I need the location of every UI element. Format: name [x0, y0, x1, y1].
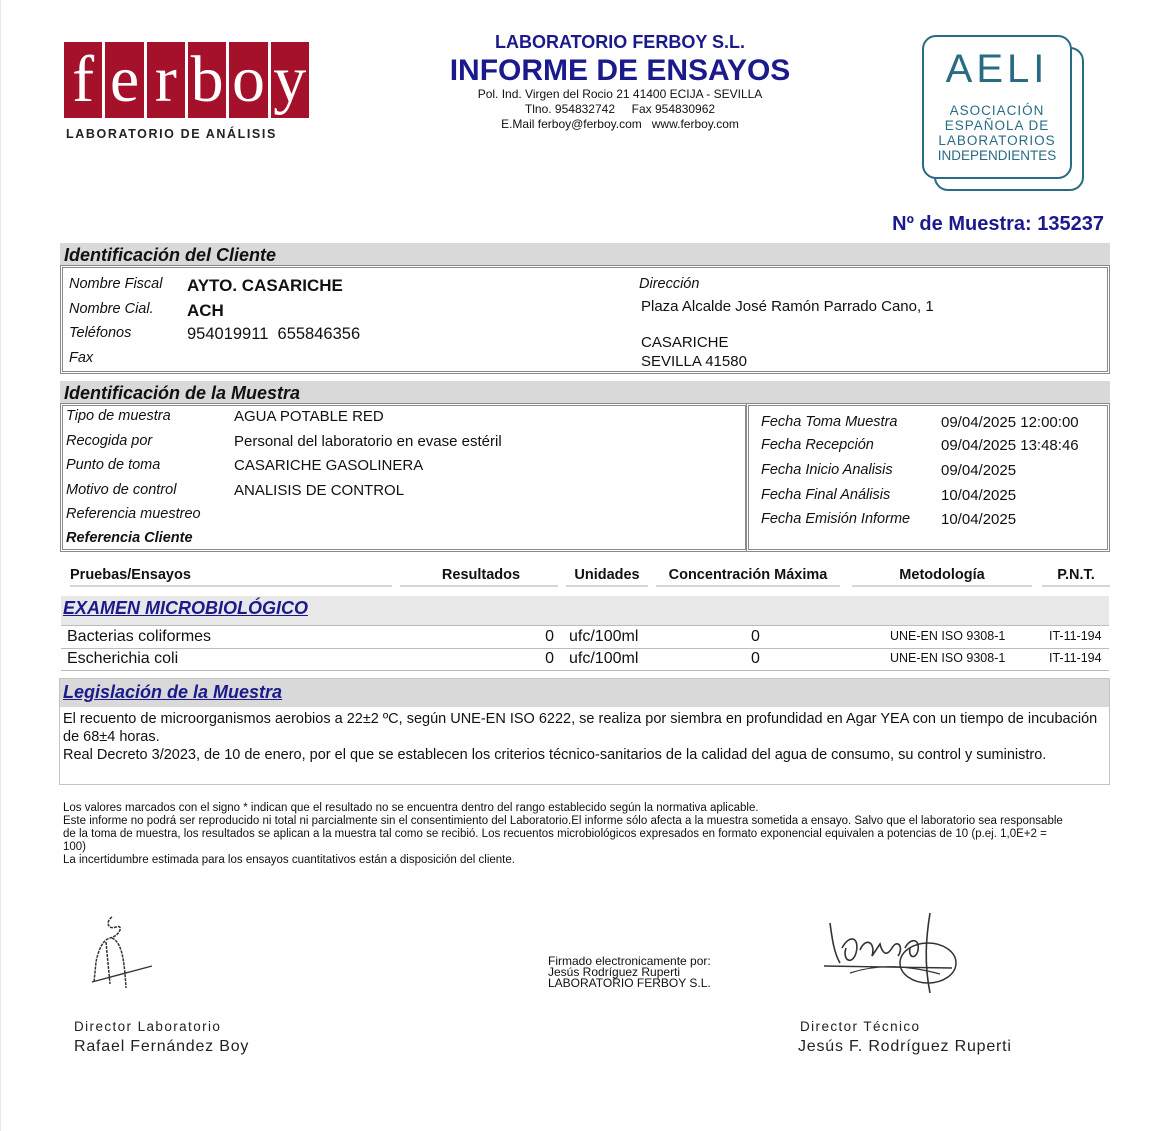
field-value-tipo-muestra: AGUA POTABLE RED: [234, 408, 384, 425]
field-value-nombre-cial: ACH: [187, 301, 224, 320]
legislation-title[interactable]: Legislación de la Muestra: [63, 682, 283, 702]
cell-result: 0: [545, 628, 554, 645]
date-value-recepcion: 09/04/2025 13:48:46: [941, 437, 1079, 454]
date-label: Fecha Emisión Informe: [761, 511, 911, 527]
cell-result: 0: [545, 650, 554, 667]
logo-letter: e: [105, 42, 143, 118]
lab-contact: E.Mail ferboy@ferboy.com www.ferboy.com: [501, 117, 739, 131]
field-label: Tipo de muestra: [66, 408, 171, 424]
cell-pnt: IT-11-194: [1049, 651, 1102, 665]
lab-name: LABORATORIO FERBOY S.L.: [494, 32, 745, 52]
aeli-acronym: AELI: [945, 47, 1049, 91]
date-value-toma: 09/04/2025 12:00:00: [941, 414, 1079, 431]
date-value-inicio: 09/04/2025: [941, 462, 1017, 479]
director-laboratorio-signature: [80, 912, 160, 997]
electronic-signature-line: Jesús Rodríguez Ruperti: [548, 965, 681, 979]
lab-phones: Tlno. 954832742 Fax 954830962: [524, 102, 716, 116]
cell-max: 0: [751, 628, 760, 645]
address-line: SEVILLA 41580: [641, 353, 747, 370]
logo-letter: b: [188, 42, 226, 118]
left-signatory-name: Rafael Fernández Boy: [74, 1038, 250, 1055]
date-value-final: 10/04/2025: [941, 487, 1017, 504]
footnote: La incertidumbre estimada para los ensayos cuantitativos están a disposición del cliente.: [63, 854, 515, 866]
field-label: Motivo de control: [66, 482, 177, 498]
right-signatory-name: Jesús F. Rodríguez Ruperti: [798, 1038, 1012, 1055]
sample-number: [892, 213, 1104, 236]
aeli-line: ESPAÑOLA DE: [944, 118, 1050, 133]
footnote: Los valores marcados con el signo * indican que el resultado no se encuentra dentro del rango establecido según la normativa aplicable.: [63, 802, 759, 814]
aeli-logo: [922, 35, 1082, 190]
director-tecnico-signature: [820, 908, 965, 1003]
logo-letter: r: [147, 42, 185, 118]
cell-test: Escherichia coli: [67, 650, 179, 667]
cell-method: UNE-EN ISO 9308-1: [890, 651, 1006, 665]
address-label: Dirección: [639, 276, 700, 292]
column-header-tests: Pruebas/Ensayos: [70, 567, 392, 587]
field-label: Teléfonos: [69, 325, 132, 341]
field-value-motivo-control: ANALISIS DE CONTROL: [234, 482, 405, 499]
cell-unit: ufc/100ml: [569, 628, 639, 645]
aeli-logo-card: [922, 35, 1072, 179]
cell-method: UNE-EN ISO 9308-1: [890, 629, 1006, 643]
field-label: Recogida por: [66, 433, 153, 449]
field-value-telefonos: 954019911 655846356: [187, 325, 361, 343]
date-value-emision: 10/04/2025: [941, 511, 1017, 528]
legislation-header: [60, 679, 1109, 707]
column-header-methodology: Metodología: [852, 567, 1032, 587]
column-header-max-concentration: Concentración Máxima: [656, 567, 840, 587]
sample-section-header: [60, 381, 1110, 403]
field-label: Punto de toma: [66, 457, 161, 473]
address-line: Plaza Alcalde José Ramón Parrado Cano, 1: [641, 298, 934, 315]
header-block: [420, 30, 820, 132]
legislation-box: [59, 678, 1110, 785]
aeli-line: INDEPENDIENTES: [937, 148, 1057, 163]
field-label: Referencia Cliente: [66, 530, 193, 546]
legislation-paragraph: El recuento de microorganismos aerobios a 22±2 ºC, según UNE-EN ISO 6222, se realiza por siembra en profundidad en Agar YEA con un tiempo de incubación de 68±4 horas.: [63, 711, 1098, 745]
left-signatory-role: Director Laboratorio: [74, 1019, 222, 1034]
aeli-line: LABORATORIOS: [938, 133, 1056, 148]
field-value-recogida-por: Personal del laboratorio en evase estéril: [234, 433, 502, 450]
legislation-paragraph: Real Decreto 3/2023, de 10 de enero, por el que se establecen los criterios técnico-sanitarios de la calidad del agua de consumo, su control y suministro.: [63, 747, 1047, 763]
column-header-results: Resultados: [400, 567, 558, 587]
ferboy-logo: [64, 42, 309, 118]
field-value-punto-toma: CASARICHE GASOLINERA: [234, 457, 424, 474]
electronic-signature-line: Firmado electronicamente por:: [548, 954, 711, 968]
footnote: Este informe no podrá ser reproducido ni total ni parcialmente sin el consentimiento del Laboratorio.El informe sólo afecta a la muestra sometida a ensayo. Salvo que el laboratorio sea responsable de la toma de muestra, los resultados se aplican a la muestra tal como se recibió. Los recuentos microbiológicos expresados en formato exponencial equivalen a potencias de 10 (p.ej. 1,0E+2 = 100): [63, 815, 1063, 853]
logo-letter: y: [271, 42, 309, 118]
cell-test: Bacterias coliformes: [67, 628, 212, 645]
results-group-header: [61, 596, 1109, 625]
group-title-microbiological[interactable]: EXAMEN MICROBIOLÓGICO: [63, 598, 309, 618]
field-label: Fax: [69, 350, 94, 366]
logo-letter: o: [229, 42, 267, 118]
electronic-signature-note: [548, 956, 711, 989]
field-label: Nombre Fiscal: [69, 276, 163, 292]
client-section-title: Identificación del Cliente: [64, 245, 277, 265]
field-value-nombre-fiscal: AYTO. CASARICHE: [187, 276, 343, 295]
date-label: Fecha Inicio Analisis: [761, 462, 893, 478]
document-title: INFORME DE ENSAYOS: [449, 54, 791, 87]
column-header-units: Unidades: [566, 567, 648, 587]
date-label: Fecha Recepción: [761, 437, 874, 453]
sample-number-label: Nº de Muestra:: [892, 213, 1032, 235]
sample-section-title: Identificación de la Muestra: [64, 383, 301, 403]
right-signatory-role: Director Técnico: [800, 1019, 921, 1034]
address-line: CASARICHE: [641, 334, 729, 351]
field-label: Referencia muestreo: [66, 506, 201, 522]
cell-unit: ufc/100ml: [569, 650, 639, 667]
table-row: [61, 648, 1109, 671]
logo-subtitle: LABORATORIO DE ANÁLISIS: [66, 127, 277, 141]
date-label: Fecha Final Análisis: [761, 487, 891, 503]
sample-number-value: 135237: [1037, 213, 1104, 235]
client-section-header: [60, 243, 1110, 265]
lab-address: Pol. Ind. Virgen del Rocio 21 41400 ECIJA - SEVILLA: [477, 87, 763, 101]
electronic-signature-line: LABORATORIO FERBOY S.L.: [548, 976, 711, 990]
footnotes: [63, 802, 1073, 867]
aeli-line: ASOCIACIÓN: [949, 103, 1045, 118]
cell-max: 0: [751, 650, 760, 667]
table-row: [61, 625, 1109, 649]
cell-pnt: IT-11-194: [1049, 629, 1102, 643]
field-label: Nombre Cial.: [69, 301, 154, 317]
column-header-pnt: P.N.T.: [1042, 567, 1110, 587]
logo-letter: f: [64, 42, 102, 118]
date-label: Fecha Toma Muestra: [761, 414, 898, 430]
